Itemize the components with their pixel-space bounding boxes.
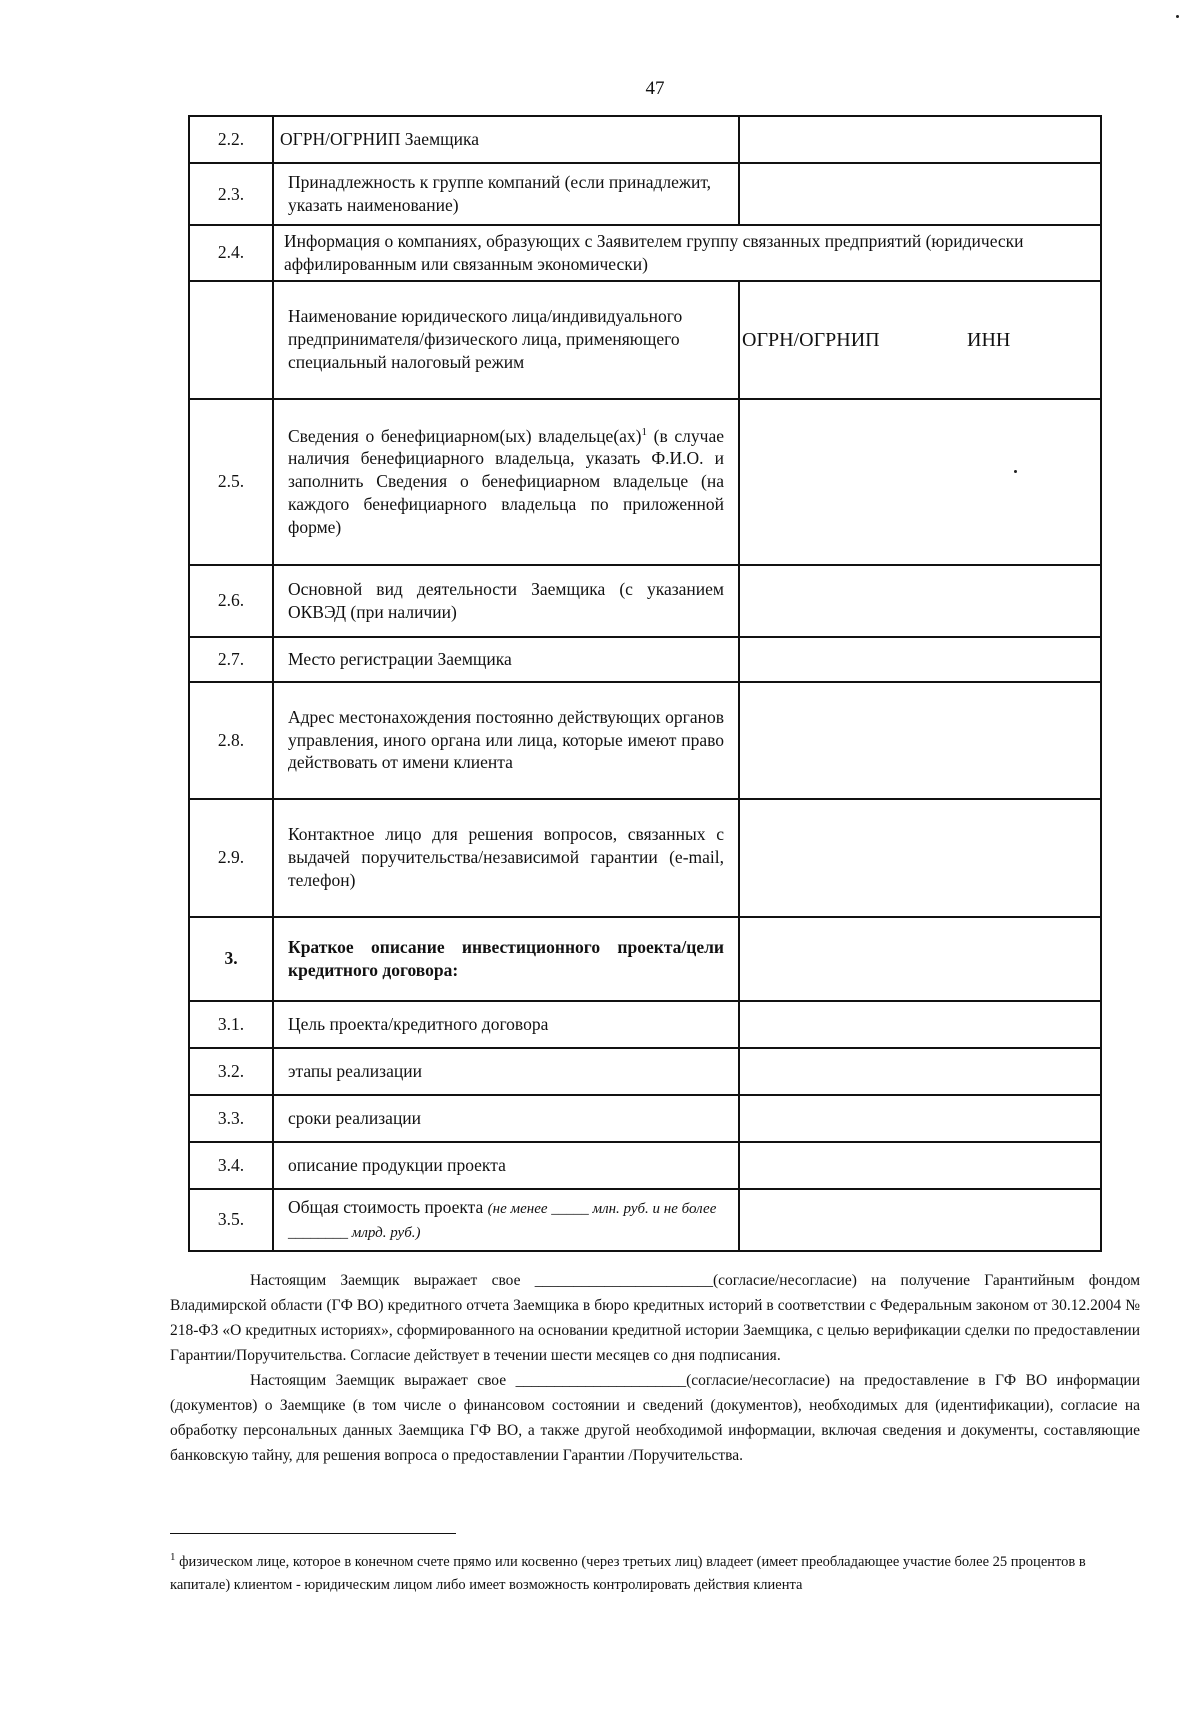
subheader-columns [739,281,1101,399]
table-row [189,399,1101,565]
table-row [189,1095,1101,1142]
row-label: Цель проекта/кредитного договора [273,1001,739,1048]
row-value-cell[interactable] [739,1095,1101,1142]
row-label: Место регистрации Заемщика [273,637,739,682]
table-row [189,1189,1101,1251]
row-label: Сведения о бенефициарном(ых) владельце(ах)$^1$ (в случае наличия бенефициарного владельца, указать Ф.И.О. и заполнить Сведения о бенефициарном владельце (на каждого бенефициарного владельца по приложенной форме) [273,399,739,565]
page-number: 47 [645,78,665,99]
row-number: 2.3. [189,163,273,225]
row-value-cell[interactable] [739,163,1101,225]
table-row [189,799,1101,917]
scan-speck [1014,470,1017,473]
row-number: 3. [189,917,273,1001]
row-number: 2.5. [189,399,273,565]
table-row [189,1048,1101,1095]
table-row [189,281,1101,399]
row-number: 2.9. [189,799,273,917]
cost-range-note: (не менее _____ млн. руб. и не более ________ млрд. руб.) [288,1201,717,1241]
row-number: 2.8. [189,682,273,799]
table-row [189,682,1101,799]
table-row [189,637,1101,682]
row-value-cell[interactable] [739,682,1101,799]
footnote [170,1546,1140,1597]
row-value-cell[interactable] [739,917,1101,1001]
table-row [189,1142,1101,1189]
consent-section [170,1268,1140,1468]
row-value-cell[interactable] [739,399,1101,565]
footnote-divider [170,1533,456,1534]
application-form-table [188,115,1102,1252]
row-value-cell[interactable] [739,116,1101,163]
table-row [189,565,1101,637]
row-label: Общая стоимость проекта (не менее _____ млн. руб. и не более ________ млрд. руб.) [273,1189,739,1251]
row-value-cell[interactable] [739,1189,1101,1251]
row-value-cell[interactable] [739,799,1101,917]
footnote-marker: 1 [170,1551,176,1563]
table-row [189,116,1101,163]
column-ogrn: ОГРН/ОГРНИП [742,328,880,351]
row-number: 3.4. [189,1142,273,1189]
row-label: описание продукции проекта [273,1142,739,1189]
row-number: 3.2. [189,1048,273,1095]
row-label: Контактное лицо для решения вопросов, связанных с выдачей поручительства/независимой гарантии (e-mail, телефон) [273,799,739,917]
scan-speck [1176,15,1179,18]
row-value-cell[interactable] [739,1048,1101,1095]
subheader-label: Наименование юридического лица/индивидуального предпринимателя/физического лица, применяющего специальный налоговый режим [273,281,739,399]
consent-data-provision: Настоящим Заемщик выражает свое ______________________(согласие/несогласие) на предоставление в ГФ ВО информации (документов) о Заемщике (в том числе о финансовом состоянии и сведений (документов), необходимых для (идентификации), согласие на обработку персональных данных Заемщика ГФ ВО, а также другой необходимой информации, включая сведения и документы, составляющие банковскую тайну, для решения вопроса о предоставлении Гарантии /Поручительства. [170,1372,1140,1464]
column-inn: ИНН [967,328,1011,351]
row-number: 2.7. [189,637,273,682]
row-label: Краткое описание инвестиционного проекта/цели кредитного договора: [273,917,739,1001]
row-value-cell[interactable] [739,1001,1101,1048]
row-label: сроки реализации [273,1095,739,1142]
row-label: Принадлежность к группе компаний (если принадлежит, указать наименование) [273,163,739,225]
row-number: 3.5. [189,1189,273,1251]
table-row [189,163,1101,225]
table-row [189,1001,1101,1048]
row-label: этапы реализации [273,1048,739,1095]
row-label: ОГРН/ОГРНИП Заемщика [273,116,739,163]
row-number: 3.1. [189,1001,273,1048]
row-number: 3.3. [189,1095,273,1142]
row-label: Информация о компаниях, образующих с Заявителем группу связанных предприятий (юридически аффилированным или связанным экономически) [273,225,1101,281]
row-label: Основной вид деятельности Заемщика (с указанием ОКВЭД (при наличии) [273,565,739,637]
row-number: 2.4. [189,225,273,281]
footnote-text: физическом лице, которое в конечном счете прямо или косвенно (через третьих лиц) владеет (имеет преобладающее участие более 25 процентов в капитале) клиентом - юридическим лицом либо имеет возможность контролировать действия клиента [170,1553,1086,1593]
row-label: Адрес местонахождения постоянно действующих органов управления, иного органа или лица, которые имеют право действовать от имени клиента [273,682,739,799]
consent-credit-report: Настоящим Заемщик выражает свое _______________________(согласие/несогласие) на получение Гарантийным фондом Владимирской области (ГФ ВО) кредитного отчета Заемщика в бюро кредитных историй в соответствии с Федеральным законом от 30.12.2004 № 218-ФЗ «О кредитных историях», сформированного на основании кредитной истории Заемщика, с целью верификации сделки по предоставлении Гарантии/Поручительства. Согласие действует в течении шести месяцев со дня подписания. [170,1272,1140,1364]
row-value-cell[interactable] [739,1142,1101,1189]
row-value-cell[interactable] [739,637,1101,682]
row-number: 2.6. [189,565,273,637]
row-number: 2.2. [189,116,273,163]
table-row [189,225,1101,281]
row-value-cell[interactable] [739,565,1101,637]
table-row [189,917,1101,1001]
